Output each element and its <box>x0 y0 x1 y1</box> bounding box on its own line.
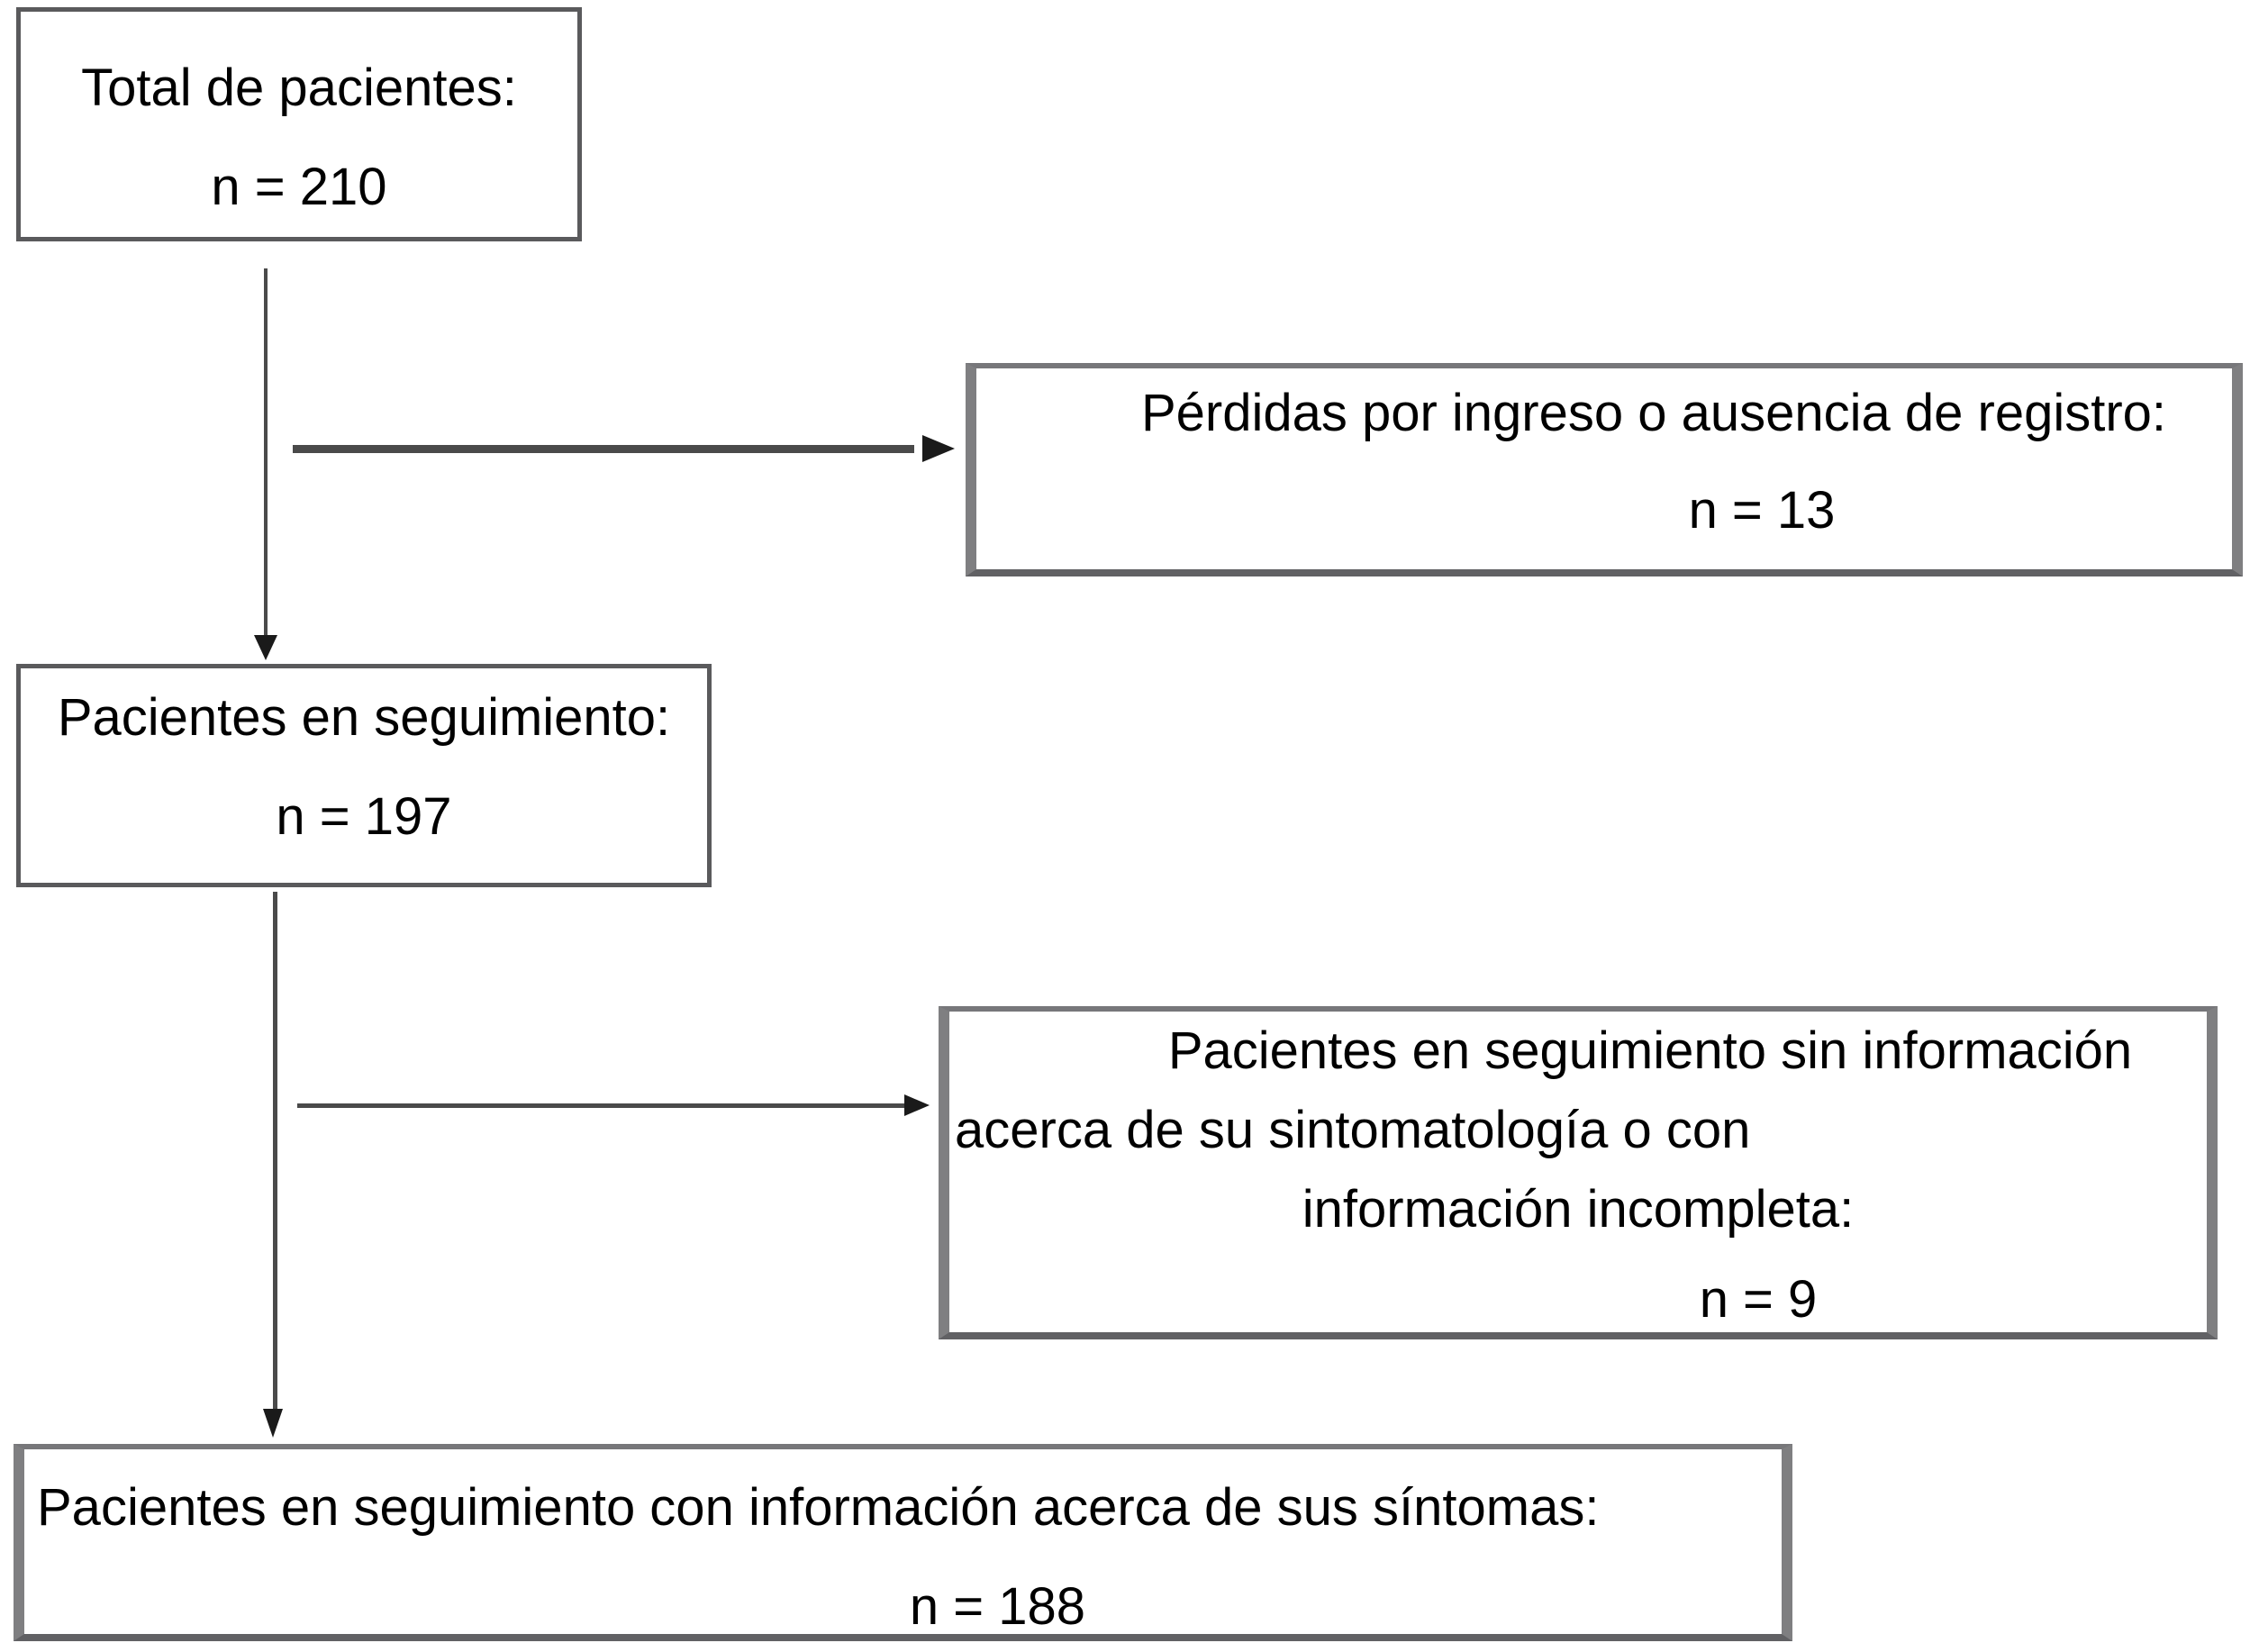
arrow-down-2-shaft <box>273 892 277 1409</box>
arrow-down-1-shaft <box>264 268 268 636</box>
box-seguimiento-n-value: n = 197 <box>276 787 452 846</box>
arrow-down-2-head <box>263 1409 283 1438</box>
box-total-n-value: n = 210 <box>211 158 387 216</box>
arrow-right-2-shaft <box>297 1103 904 1108</box>
box-perdidas-n-value: n = 13 <box>1688 481 1836 540</box>
arrow-right-1-head <box>922 435 955 462</box>
box-perdidas-registro <box>966 363 2243 576</box>
box-perdidas-title: Pérdidas por ingreso o ausencia de registro: <box>1140 384 2167 442</box>
box-sin-informacion-line2: acerca de su sintomatología o con <box>955 1101 1751 1159</box>
box-con-informacion-title: Pacientes en seguimiento con información acerca de sus síntomas: <box>37 1478 1600 1537</box>
box-total-title: Total de pacientes: <box>81 59 517 117</box>
box-con-informacion-n-value: n = 188 <box>909 1577 1086 1636</box>
box-sin-informacion-n-value: n = 9 <box>1699 1270 1818 1329</box>
box-con-informacion <box>14 1444 1792 1641</box>
box-sin-informacion-line3: información incompleta: <box>1302 1180 1855 1239</box>
box-sin-informacion <box>939 1006 2218 1339</box>
arrow-right-1-shaft <box>293 445 914 453</box>
arrow-right-2-head <box>904 1094 930 1116</box>
box-seguimiento-title: Pacientes en seguimiento: <box>57 688 671 747</box>
box-total-pacientes <box>16 7 582 241</box>
box-pacientes-seguimiento <box>16 664 712 887</box>
box-sin-informacion-line1: Pacientes en seguimiento sin información <box>1167 1021 2133 1080</box>
arrow-down-1-head <box>254 635 277 660</box>
